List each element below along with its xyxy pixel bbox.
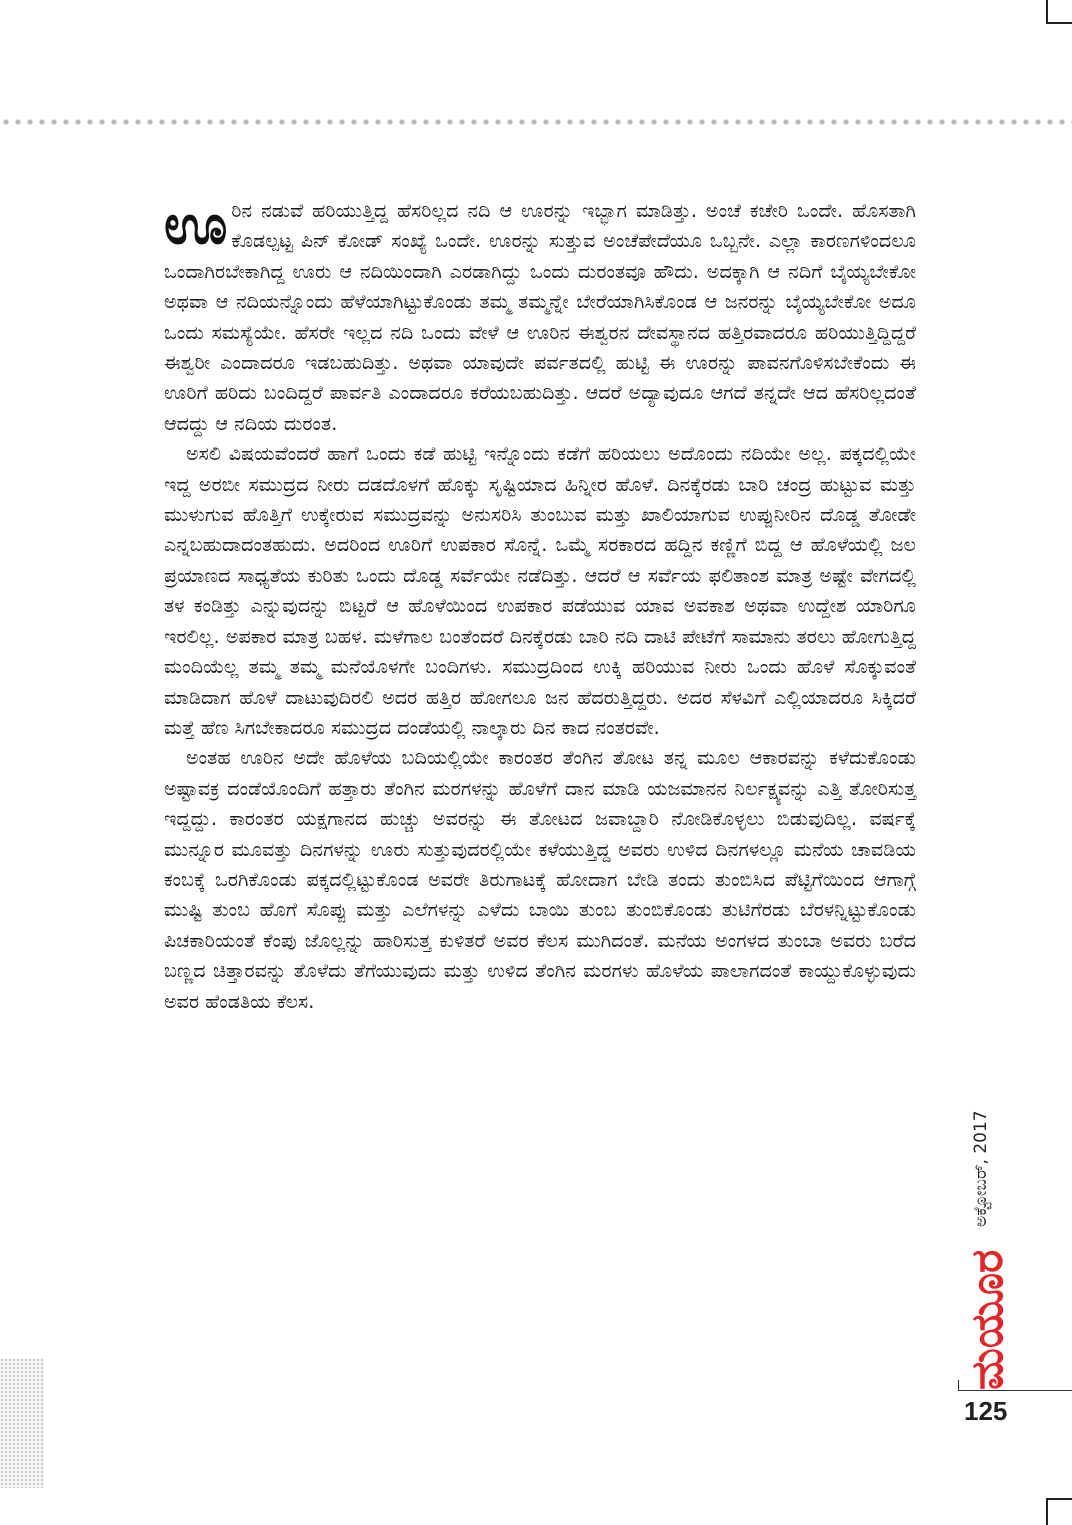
scan-artifact (0, 1358, 44, 1488)
drop-cap: ಊ (164, 193, 226, 256)
sidebar-masthead (958, 1060, 1013, 1390)
crop-mark-bottom-right-vertical (1046, 1498, 1048, 1525)
article-body (164, 193, 916, 1017)
crop-mark-bottom-right-horizontal (1046, 1498, 1072, 1500)
crop-mark-top-right-vertical (1046, 0, 1048, 24)
magazine-logo: ಮಯೂರ (962, 1249, 1013, 1390)
folio-tick (958, 1380, 959, 1391)
dotted-header-rule (0, 118, 1072, 126)
paragraph-1-text: ರಿನ ನಡುವೆ ಹರಿಯುತ್ತಿದ್ದ ಹೆಸರಿಲ್ಲದ ನದಿ ಆ ಊರನ್ನು ಇಬ್ಭಾಗ ಮಾಡಿತ್ತು. ಅಂಚೆ ಕಚೇರಿ ಒಂದೇ. ಹೊಸತಾಗಿ ಕೊಡಲ್ಪಟ್ಟ ಪಿನ್ ಕೋಡ್ ಸಂಖ್ಯೆ ಒಂದೇ. ಊರನ್ನು ಸುತ್ತುವ ಅಂಚೆಪೇದೆಯೂ ಒಬ್ಬನೇ. ಎಲ್ಲಾ ಕಾರಣಗಳಿಂದಲೂ ಒಂದಾಗಿರಬೇಕಾಗಿದ್ದ ಊರು ಆ ನದಿಯಿಂದಾಗಿ ಎರಡಾಗಿದ್ದು ಒಂದು ದುರಂತವೂ ಹೌದು. ಅದಕ್ಕಾಗಿ ಆ ನದಿಗೆ ಬೈಯ್ಯಬೇಕೋ ಅಥವಾ ಆ ನದಿಯನ್ನೊಂದು ಹೆಳೆಯಾಗಿಟ್ಟುಕೊಂಡು ತಮ್ಮ ತಮ್ಮನ್ನೇ ಬೇರೆಯಾಗಿಸಿಕೊಂಡ ಆ ಜನರನ್ನು ಬೈಯ್ಯಬೇಕೋ ಅದೂ ಒಂದು ಸಮಸ್ಯೆಯೇ. ಹೆಸರೇ ಇಲ್ಲದ ನದಿ ಒಂದು ವೇಳೆ ಆ ಊರಿನ ಈಶ್ವರನ ದೇವಸ್ಥಾನದ ಹತ್ತಿರವಾದರೂ ಹರಿಯುತ್ತಿದ್ದಿದ್ದರೆ ಈಶ್ವರೀ ಎಂದಾದರೂ ಇಡಬಹುದಿತ್ತು. ಅಥವಾ ಯಾವುದೇ ಪರ್ವತದಲ್ಲಿ ಹುಟ್ಟಿ ಈ ಊರನ್ನು ಪಾವನಗೊಳಿಸಬೇಕೆಂದು ಈ ಊರಿಗೆ ಹರಿದು ಬಂದಿದ್ದರೆ ಪಾರ್ವತಿ ಎಂದಾದರೂ ಕರೆಯಬಹುದಿತ್ತು. ಆದರೆ ಅದ್ಯಾವುದೂ ಆಗದೆ ತನ್ನದೇ ಆದ ಹೆಸರಿಲ್ಲದಂತೆ ಆದದ್ದು ಆ ನದಿಯ ದುರಂತ. (164, 199, 916, 435)
issue-date: ಅಕ್ಟೋಬರ್, 2017 (971, 1110, 991, 1227)
page-number: 125 (964, 1396, 1008, 1426)
crop-mark-top-right-horizontal (1046, 22, 1072, 24)
folio-rule (958, 1390, 1072, 1391)
paragraph-3: ಅಂತಹ ಊರಿನ ಅದೇ ಹೊಳೆಯ ಬದಿಯಲ್ಲಿಯೇ ಕಾರಂತರ ತೆಂಗಿನ ತೋಟ ತನ್ನ ಮೂಲ ಆಕಾರವನ್ನು ಕಳೆದುಕೊಂಡು ಅಷ್ಟಾವಕ್ರ ದಂಡೆಯೊಂದಿಗೆ ಹತ್ತಾರು ತೆಂಗಿನ ಮರಗಳನ್ನು ಹೊಳೆಗೆ ದಾನ ಮಾಡಿ ಯಜಮಾನನ ನಿರ್ಲಕ್ಷ್ಯವನ್ನು ಎತ್ತಿ ತೋರಿಸುತ್ತ ಇದ್ದದ್ದು. ಕಾರಂತರ ಯಕ್ಷಗಾನದ ಹುಚ್ಚು ಅವರನ್ನು ಈ ತೋಟದ ಜವಾಬ್ದಾರಿ ನೋಡಿಕೊಳ್ಳಲು ಬಿಡುವುದಿಲ್ಲ. ವರ್ಷಕ್ಕೆ ಮುನ್ನೂರ ಮೂವತ್ತು ದಿನಗಳನ್ನು ಊರು ಸುತ್ತುವುದರಲ್ಲಿಯೇ ಕಳೆಯುತ್ತಿದ್ದ ಅವರು ಉಳಿದ ದಿನಗಳಲ್ಲೂ ಮನೆಯ ಚಾವಡಿಯ ಕಂಬಕ್ಕೆ ಒರಗಿಕೊಂಡು ಪಕ್ಕದಲ್ಲಿಟ್ಟುಕೊಂಡ ಅವರೇ ತಿರುಗಾಟಕ್ಕೆ ಹೋದಾಗ ಬೇಡಿ ತಂದು ತುಂಬಿಸಿದ ಪೆಟ್ಟಿಗೆಯಿಂದ ಆಗಾಗ್ಗೆ ಮುಷ್ಟಿ ತುಂಬ ಹೊಗೆ ಸೊಪ್ಪು ಮತ್ತು ಎಲೆಗಳನ್ನು ಎಳೆದು ಬಾಯಿ ತುಂಬ ತುಂಬಿಕೊಂಡು ತುಟಿಗೆರಡು ಬೆರಳನ್ನಿಟ್ಟುಕೊಂಡು ಪಿಚಕಾರಿಯಂತೆ ಕೆಂಪು ಜೊಲ್ಲನ್ನು ಹಾರಿಸುತ್ತ ಕುಳಿತರೆ ಅವರ ಕೆಲಸ ಮುಗಿದಂತೆ. ಮನೆಯ ಅಂಗಳದ ತುಂಬಾ ಅವರು ಬರೆದ ಬಣ್ಣದ ಚಿತ್ತಾರವನ್ನು ತೊಳೆದು ತೆಗೆಯುವುದು ಮತ್ತು ಉಳಿದ ತೆಂಗಿನ ಮರಗಳು ಹೊಳೆಯ ಪಾಲಾಗದಂತೆ ಕಾಯ್ದುಕೊಳ್ಳುವುದು ಅವರ ಹೆಂಡತಿಯ ಕೆಲಸ. (164, 746, 916, 1013)
paragraph-1 (164, 193, 916, 439)
paragraph-2: ಅಸಲಿ ವಿಷಯವೆಂದರೆ ಹಾಗೆ ಒಂದು ಕಡೆ ಹುಟ್ಟಿ ಇನ್ನೊಂದು ಕಡೆಗೆ ಹರಿಯಲು ಅದೊಂದು ನದಿಯೇ ಅಲ್ಲ. ಪಕ್ಕದಲ್ಲಿಯೇ ಇದ್ದ ಅರಬೀ ಸಮುದ್ರದ ನೀರು ದಡದೊಳಗೆ ಹೊಕ್ಕು ಸೃಷ್ಟಿಯಾದ ಹಿನ್ನೀರ ಹೊಳೆ. ದಿನಕ್ಕೆರಡು ಬಾರಿ ಚಂದ್ರ ಹುಟ್ಟುವ ಮತ್ತು ಮುಳುಗುವ ಹೊತ್ತಿಗೆ ಉಕ್ಕೇರುವ ಸಮುದ್ರವನ್ನು ಅನುಸರಿಸಿ ತುಂಬುವ ಮತ್ತು ಖಾಲಿಯಾಗುವ ಉಪ್ಪುನೀರಿನ ದೊಡ್ಡ ತೋಡೇ ಎನ್ನಬಹುದಾದಂತಹುದು. ಅದರಿಂದ ಊರಿಗೆ ಉಪಕಾರ ಸೊನ್ನೆ. ಒಮ್ಮೆ ಸರಕಾರದ ಹದ್ದಿನ ಕಣ್ಣಿಗೆ ಬಿದ್ದ ಆ ಹೊಳೆಯಲ್ಲಿ ಜಲ ಪ್ರಯಾಣದ ಸಾಧ್ಯತೆಯ ಕುರಿತು ಒಂದು ದೊಡ್ಡ ಸರ್ವೆಯೇ ನಡೆದಿತ್ತು. ಆದರೆ ಆ ಸರ್ವೆಯ ಫಲಿತಾಂಶ ಮಾತ್ರ ಅಷ್ಟೇ ವೇಗದಲ್ಲಿ ತಳ ಕಂಡಿತ್ತು ಎನ್ನುವುದನ್ನು ಬಿಟ್ಟರೆ ಆ ಹೊಳೆಯಿಂದ ಉಪಕಾರ ಪಡೆಯುವ ಯಾವ ಅವಕಾಶ ಅಥವಾ ಉದ್ದೇಶ ಯಾರಿಗೂ ಇರಲಿಲ್ಲ. ಅಪಕಾರ ಮಾತ್ರ ಬಹಳ. ಮಳೆಗಾಲ ಬಂತೆಂದರೆ ದಿನಕ್ಕೆರಡು ಬಾರಿ ನದಿ ದಾಟಿ ಪೇಟೆಗೆ ಸಾಮಾನು ತರಲು ಹೋಗುತ್ತಿದ್ದ ಮಂದಿಯೆಲ್ಲ ತಮ್ಮ ತಮ್ಮ ಮನೆಯೊಳಗೇ ಬಂದಿಗಳು. ಸಮುದ್ರದಿಂದ ಉಕ್ಕಿ ಹರಿಯುವ ನೀರು ಒಂದು ಹೊಳೆ ಸೊಕ್ಕುವಂತೆ ಮಾಡಿದಾಗ ಹೊಳೆ ದಾಟುವುದಿರಲಿ ಅದರ ಹತ್ತಿರ ಹೋಗಲೂ ಜನ ಹೆದರುತ್ತಿದ್ದರು. ಅದರ ಸೆಳವಿಗೆ ಎಲ್ಲಿಯಾದರೂ ಸಿಕ್ಕಿದರೆ ಮತ್ತೆ ಹೆಣ ಸಿಗಬೇಕಾದರೂ ಸಮುದ್ರದ ದಂಡೆಯಲ್ಲಿ ನಾಲ್ಕಾರು ದಿನ ಕಾದ ನಂತರವೇ. (164, 442, 916, 739)
